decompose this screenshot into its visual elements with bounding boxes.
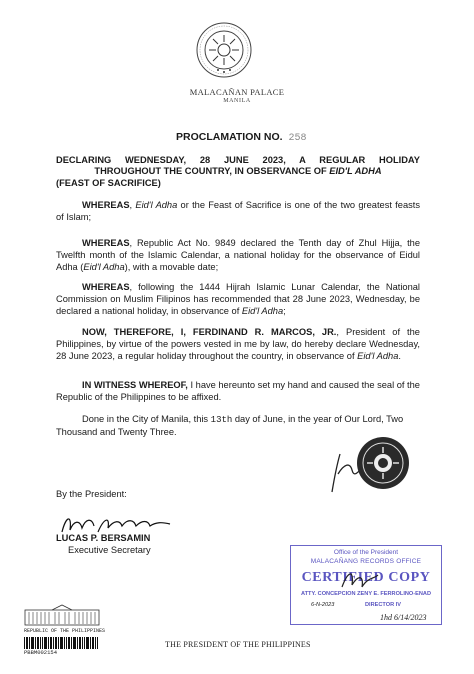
paragraph-witness: IN WITNESS WHEREOF, I have hereunto set my hand and caused the seal of the Republic of the Philippines to be affixed. [56,380,420,403]
secretary-title: Executive Secretary [68,545,151,555]
stamp-certified: CERTIFIED COPY [301,570,431,585]
title-line-2: THROUGHOUT THE COUNTRY, IN OBSERVANCE OF EID'L ADHA [94,166,382,177]
paragraph-whereas-3: WHEREAS, following the 1444 Hijrah Islamic Lunar Calendar, the National Commission on Muslim Filipinos has recommended that 28 June 2023, Wednesday, be declared a national holiday, in observance of Eid'l Adha; [56,282,420,317]
barcode [24,636,98,648]
presidential-seal [196,22,252,78]
seal-icon [356,436,410,490]
title-line-1: DECLARING WEDNESDAY, 28 JUNE 2023, A REGULAR HOLIDAY [56,155,420,165]
paragraph-whereas-2: WHEREAS, Republic Act No. 9849 declared the Tenth day of Zhul Hijja, the Twelfth month of the Islamic Calendar, a national holiday for the observance of Eidul Adha (Eid'l Adha), with a movable date; [56,238,420,273]
palace-city: MANILA [223,98,251,104]
barcode-id: PBBM002154 [24,649,58,656]
stamp-records-office: MALACAÑANG RECORDS OFFICE [310,558,422,565]
signature-scribble-icon [340,567,380,593]
footer-president: THE PRESIDENT OF THE PHILIPPINES [165,640,311,649]
palace-building-image [24,604,100,626]
proclamation-heading [176,131,307,144]
stamp-handwritten-note: 1hd 6/14/2023 [380,613,427,622]
stamp-director: DIRECTOR IV [365,602,401,608]
stamp-initials [340,567,380,593]
stamp-officer: ATTY. CONCEPCION ZENY E. FERROLINO-ENAD [300,591,431,597]
document-title [56,155,420,189]
palace-name: MALACAÑAN PALACE [189,87,285,97]
building-icon [24,604,100,626]
secretary-name: LUCAS P. BERSAMIN [56,533,151,543]
presidential-dry-seal [356,436,410,490]
footer-republic: REPUBLIC OF THE PHILIPPINES [24,628,106,634]
paragraph-done: Done in the City of Manila, this 13th day of June, in the year of Our Lord, Two Thousand and Twenty Three. [56,414,404,438]
barcode-icon [24,637,98,649]
stamp-office: Office of the President [333,549,399,556]
by-the-president: By the President: [56,489,127,499]
title-eid-name: EID'L ADHA [329,166,382,177]
paragraph-now-therefore: NOW, THEREFORE, I, FERDINAND R. MARCOS, JR., President of the Philippines, by virtue of the powers vested in me by law, do hereby declare Wednesday, 28 June 2023, a regular holiday throughout the country, in observance of Eid'l Adha. [56,327,420,362]
title-line-3: (FEAST OF SACRIFICE) [56,177,161,188]
proclamation-label: PROCLAMATION NO. [176,131,283,143]
done-day: 13th [210,415,233,425]
seal-icon [196,22,252,78]
paragraph-whereas-1: WHEREAS, Eid'l Adha or the Feast of Sacrifice is one of the two greatest feasts of Islam; [56,200,420,223]
proclamation-number: 258 [288,133,307,144]
stamp-date-note: 6-N-2023 [311,602,335,608]
